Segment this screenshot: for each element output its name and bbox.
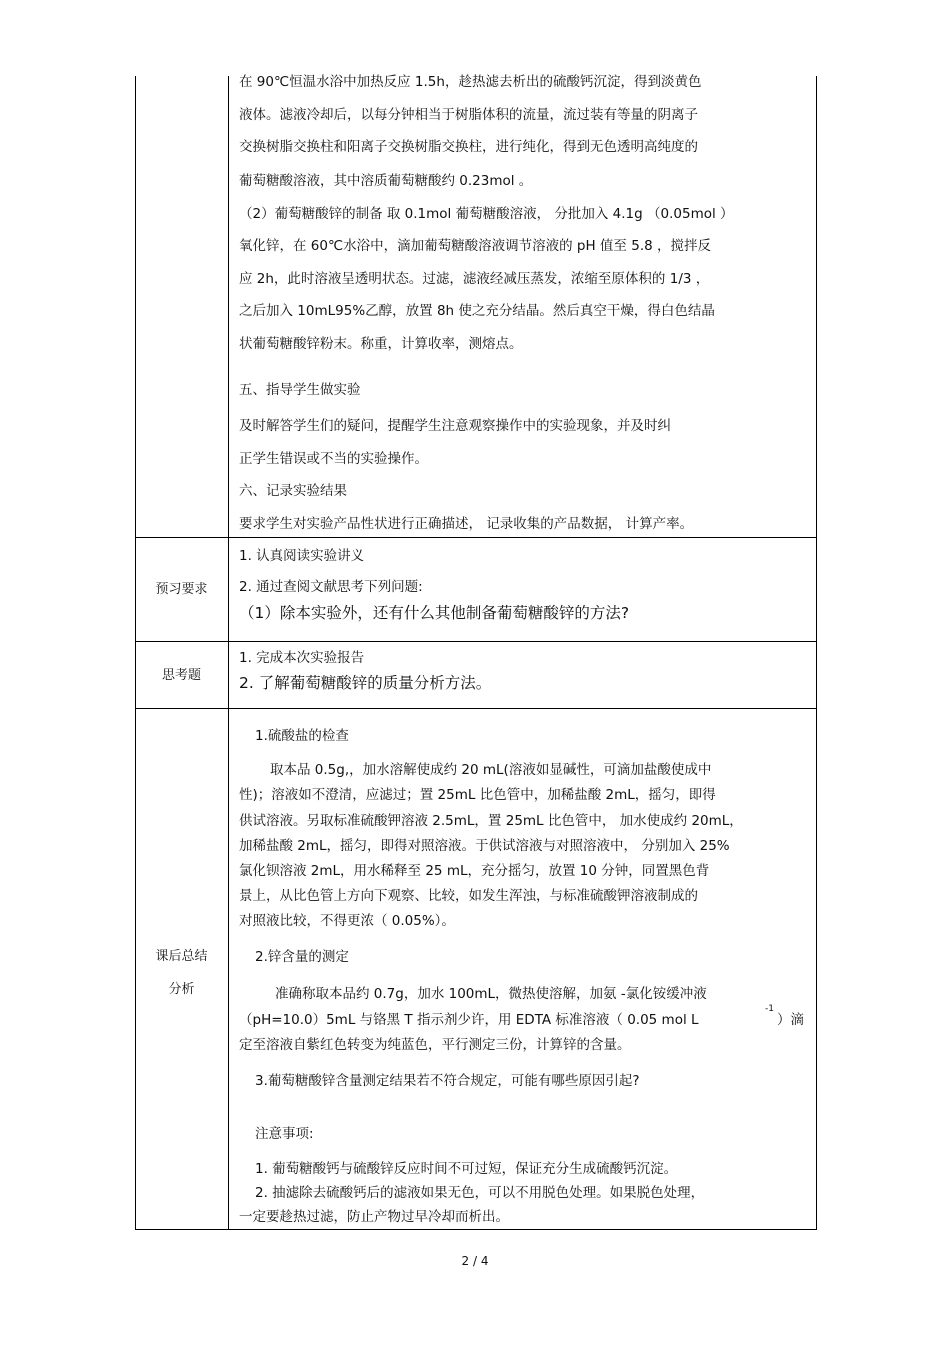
summary-label-1: 课后总结 — [155, 949, 208, 964]
preview-line-3: （1）除本实验外，还有什么其他制备葡萄糖酸锌的方法? — [239, 604, 630, 622]
sulfate-line-3: 供试溶液。另取标准硫酸钾溶液 2.5mL，置 25mL 比色管中， 加水使成约 20mL， — [239, 813, 743, 829]
preview-label: 预习要求 — [155, 582, 208, 597]
guide-line-1: 及时解答学生们的疑问，提醒学生注意观察操作中的实验现象，并及时纠 — [239, 418, 671, 434]
procedure-line-1: 在 90℃恒温水浴中加热反应 1.5h，趁热滤去析出的硫酸钙沉淀，得到淡黄色 — [239, 74, 702, 90]
note-line-1: 1. 葡萄糖酸钙与硫酸锌反应时间不可过短，保证充分生成硫酸钙沉淀。 — [255, 1161, 678, 1177]
summary-heading-zinc: 2.锌含量的测定 — [255, 949, 349, 965]
zinc-line-2-end: ）滴 — [777, 1012, 804, 1028]
page-number: 2 / 4 — [461, 1254, 489, 1268]
note-line-3: 一定要趁热过滤，防止产物过早冷却而析出。 — [239, 1209, 509, 1225]
sulfate-line-2: 性)；溶液如不澄清，应滤过；置 25mL 比色管中，加稀盐酸 2mL，摇匀，即得 — [239, 787, 716, 803]
procedure-line-9: 状葡萄糖酸锌粉末。称重，计算收率，测熔点。 — [239, 336, 523, 352]
preview-line-2: 2. 通过查阅文献思考下列问题: — [239, 579, 423, 595]
summary-heading-sulfate: 1.硫酸盐的检查 — [255, 728, 349, 744]
questions-label: 思考题 — [161, 668, 201, 683]
note-line-2: 2. 抽滤除去硫酸钙后的滤液如果无色，可以不用脱色处理。如果脱色处理， — [255, 1185, 705, 1201]
procedure-line-5: （2）葡萄糖酸锌的制备 取 0.1mol 葡萄糖酸溶液， 分批加入 4.1g （0.05mol ） — [239, 206, 734, 222]
row-divider-summary — [135, 708, 817, 709]
zinc-line-1: 准确称取本品约 0.7g，加水 100mL，微热使溶解，加氨 -氯化铵缓冲液 — [275, 986, 707, 1002]
table-bottom-border — [135, 1229, 817, 1230]
sulfate-line-7: 对照液比较，不得更浓（ 0.05%）。 — [239, 913, 455, 929]
procedure-line-4: 葡萄糖酸溶液，其中溶质葡萄糖酸约 0.23mol 。 — [239, 173, 533, 189]
section-heading-guide: 五、指导学生做实验 — [239, 382, 361, 398]
section-heading-results: 六、记录实验结果 — [239, 483, 347, 499]
guide-line-2: 正学生错误或不当的实验操作。 — [239, 451, 428, 467]
lesson-plan-table — [135, 76, 817, 1230]
zinc-line-2: （pH=10.0）5mL 与铬黑 T 指示剂少许，用 EDTA 标准溶液（ 0.05 mol L — [239, 1012, 699, 1028]
zinc-line-3: 定至溶液自紫红色转变为纯蓝色，平行测定三份，计算锌的含量。 — [239, 1037, 631, 1053]
procedure-line-8: 之后加入 10mL95%乙醇，放置 8h 使之充分结晶。然后真空干燥，得白色结晶 — [239, 303, 715, 319]
questions-line-2: 2. 了解葡萄糖酸锌的质量分析方法。 — [239, 674, 492, 692]
table-right-border — [816, 76, 817, 1230]
sulfate-line-6: 景上，从比色管上方向下观察、比较，如发生浑浊，与标准硫酸钾溶液制成的 — [239, 888, 698, 904]
sulfate-line-1: 取本品 0.5g,，加水溶解使成约 20 mL(溶液如显碱性，可滴加盐酸使成中 — [270, 762, 712, 778]
procedure-line-3: 交换树脂交换柱和阳离子交换树脂交换柱，进行纯化，得到无色透明高纯度的 — [239, 139, 698, 155]
row-divider-questions — [135, 641, 817, 642]
notes-heading: 注意事项: — [255, 1126, 314, 1142]
procedure-line-2: 液体。滤液冷却后，以每分钟相当于树脂体积的流量，流过装有等量的阴离子 — [239, 107, 698, 123]
table-left-border — [135, 76, 136, 1230]
sulfate-line-5: 氯化钡溶液 2mL，用水稀释至 25 mL，充分摇匀，放置 10 分钟，同置黑色背 — [239, 863, 710, 879]
row-divider-preview — [135, 537, 817, 538]
summary-question-3: 3.葡萄糖酸锌含量测定结果若不符合规定，可能有哪些原因引起? — [255, 1073, 640, 1089]
zinc-superscript: -1 — [765, 1004, 774, 1014]
table-column-divider — [228, 76, 229, 1230]
summary-label-2: 分析 — [168, 982, 195, 997]
results-line: 要求学生对实验产品性状进行正确描述， 记录收集的产品数据， 计算产率。 — [239, 516, 694, 532]
questions-line-1: 1. 完成本次实验报告 — [239, 650, 365, 666]
procedure-line-7: 应 2h，此时溶液呈透明状态。过滤，滤液经减压蒸发，浓缩至原体积的 1/3 ， — [239, 271, 710, 287]
procedure-line-6: 氧化锌，在 60℃水浴中，滴加葡萄糖酸溶液调节溶液的 pH 值至 5.8 ，搅拌反 — [239, 238, 711, 254]
sulfate-line-4: 加稀盐酸 2mL，摇匀，即得对照溶液。于供试溶液与对照溶液中， 分别加入 25% — [239, 838, 730, 854]
preview-line-1: 1. 认真阅读实验讲义 — [239, 548, 365, 564]
